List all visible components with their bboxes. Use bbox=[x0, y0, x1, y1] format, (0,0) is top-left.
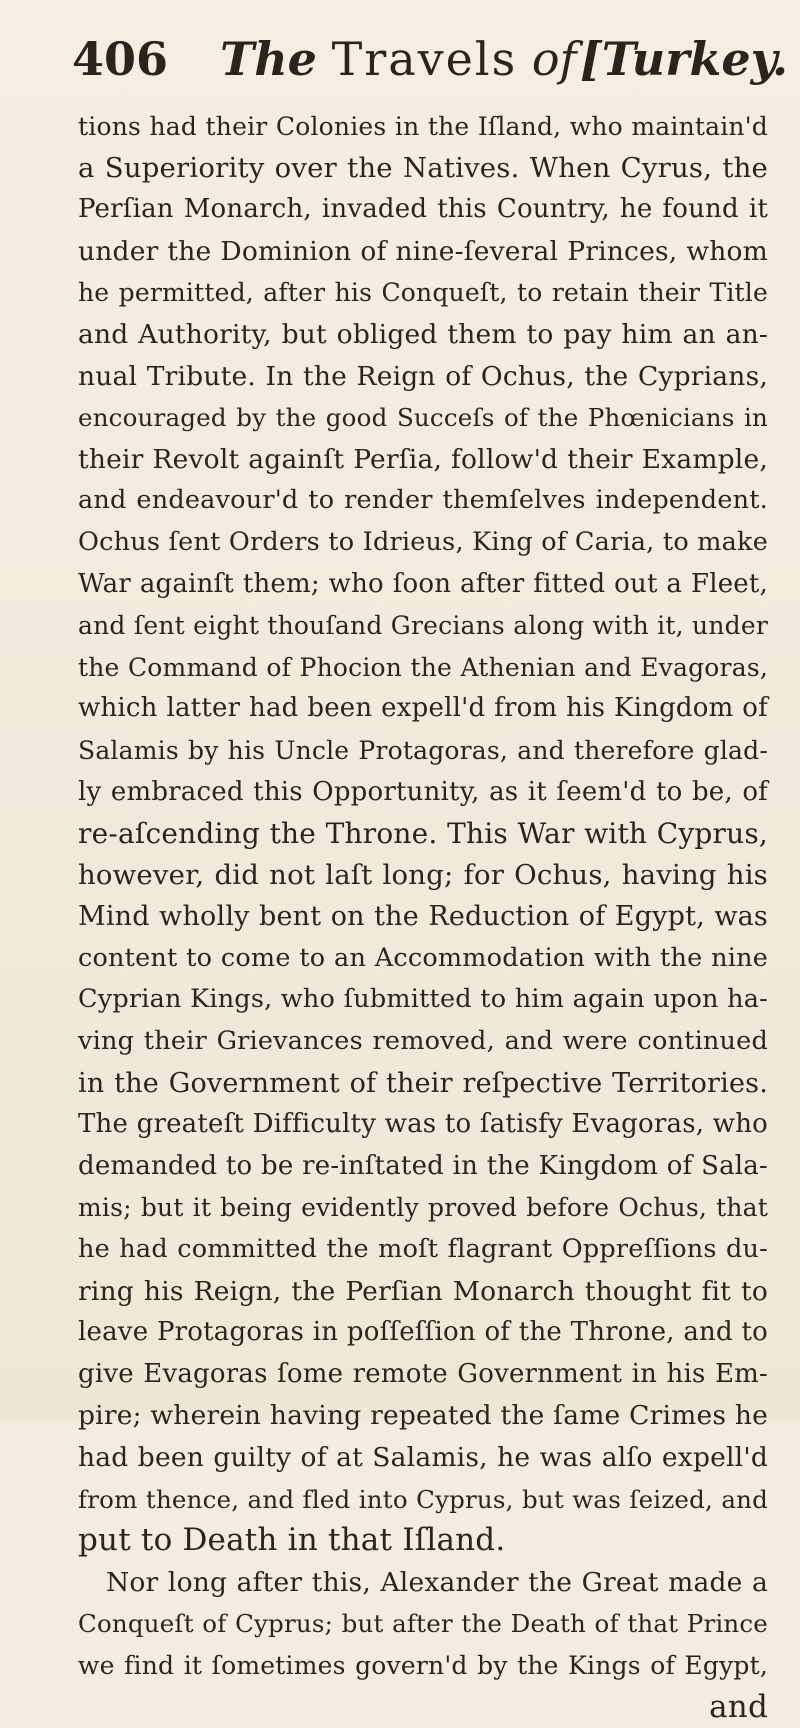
title-of: of bbox=[531, 32, 577, 86]
page-number: 406 bbox=[72, 32, 169, 86]
text-line: Cyprian Kings, who ſubmitted to him again upon ha- bbox=[78, 984, 768, 1015]
text-line: nual Tribute. In the Reign of Ochus, the Cyprians, bbox=[78, 360, 768, 392]
text-line: ring his Reign, the Perſian Monarch thought fit to bbox=[78, 1275, 768, 1307]
text-line: content to come to an Accommodation with the nine bbox=[78, 942, 768, 973]
text-line: Nor long after this, Alexander the Great made a bbox=[106, 1566, 768, 1598]
text-line: in the Government of their reſpective Territories. bbox=[78, 1067, 768, 1099]
text-line: War againſt them; who ſoon after fitted out a Fleet, bbox=[78, 568, 768, 599]
text-line: Conqueſt of Cyprus; but after the Death of that Prince bbox=[78, 1609, 768, 1639]
section-title: [Turkey. bbox=[580, 32, 789, 86]
text-line: leave Protagoras in poſſeſſion of the Throne, and to bbox=[78, 1317, 768, 1348]
text-line: mis; but it being evidently proved before Ochus, that bbox=[78, 1193, 768, 1223]
text-line: and ſent eight thouſand Grecians along with it, under bbox=[78, 611, 768, 641]
text-line: tions had their Colonies in the Iſland, who maintain'd bbox=[78, 112, 768, 141]
text-line: re-aſcending the Throne. This War with Cyprus, bbox=[78, 817, 768, 851]
text-line: however, did not laſt long; for Ochus, having his bbox=[78, 858, 768, 891]
text-line: he permitted, after his Conqueſt, to retain their Title bbox=[78, 278, 768, 308]
text-line: ving their Grievances removed, and were continued bbox=[78, 1026, 768, 1057]
running-header bbox=[72, 24, 789, 94]
text-line: and endeavour'd to render themſelves independent. bbox=[78, 485, 768, 516]
text-line: and Authority, but obliged them to pay him an an- bbox=[78, 318, 768, 350]
text-line: under the Dominion of nine-ſeveral Princes, whom bbox=[78, 235, 768, 267]
text-line: we find it ſometimes govern'd by the Kings of Egypt, bbox=[78, 1650, 768, 1680]
body-text bbox=[78, 106, 768, 1728]
text-line: he had committed the moſt flagrant Oppreſſions du- bbox=[78, 1234, 768, 1265]
text-line: pire; wherein having repeated the ſame Crimes he bbox=[78, 1400, 768, 1432]
text-line: Mind wholly bent on the Reduction of Egypt, was bbox=[78, 901, 768, 933]
text-line: Salamis by his Uncle Protagoras, and therefore glad- bbox=[78, 735, 768, 765]
catchword: and bbox=[709, 1688, 768, 1725]
running-title bbox=[220, 24, 577, 94]
text-line: The greateſt Difficulty was to ſatisfy Evagoras, who bbox=[78, 1109, 768, 1140]
text-line: which latter had been expell'd from his Kingdom of bbox=[78, 693, 768, 724]
text-line: the Command of Phocion the Athenian and Evagoras, bbox=[78, 652, 768, 682]
title-main: Travels bbox=[331, 32, 518, 86]
text-line: demanded to be re-inſtated in the Kingdom of Sala- bbox=[78, 1150, 768, 1181]
text-line: give Evagoras ſome remote Government in his Em- bbox=[78, 1358, 768, 1389]
text-line: ly embraced this Opportunity, as it ſeem'd to be, of bbox=[78, 776, 768, 807]
text-line: their Revolt againſt Perſia, follow'd their Example, bbox=[78, 443, 768, 475]
text-line: Ochus ſent Orders to Idrieus, King of Caria, to make bbox=[78, 526, 768, 557]
text-line: encouraged by the good Succeſs of the Phœnicians in bbox=[78, 403, 768, 433]
text-line: had been guilty of at Salamis, he was alſo expell'd bbox=[78, 1442, 768, 1473]
text-line: from thence, and fled into Cyprus, but was ſeized, and bbox=[78, 1484, 768, 1514]
text-line: Perſian Monarch, invaded this Country, he found it bbox=[78, 194, 768, 225]
text-line: a Superiority over the Natives. When Cyrus, the bbox=[78, 151, 768, 184]
text-line: put to Death in that Iſland. bbox=[78, 1522, 506, 1559]
title-the: The bbox=[220, 32, 317, 86]
